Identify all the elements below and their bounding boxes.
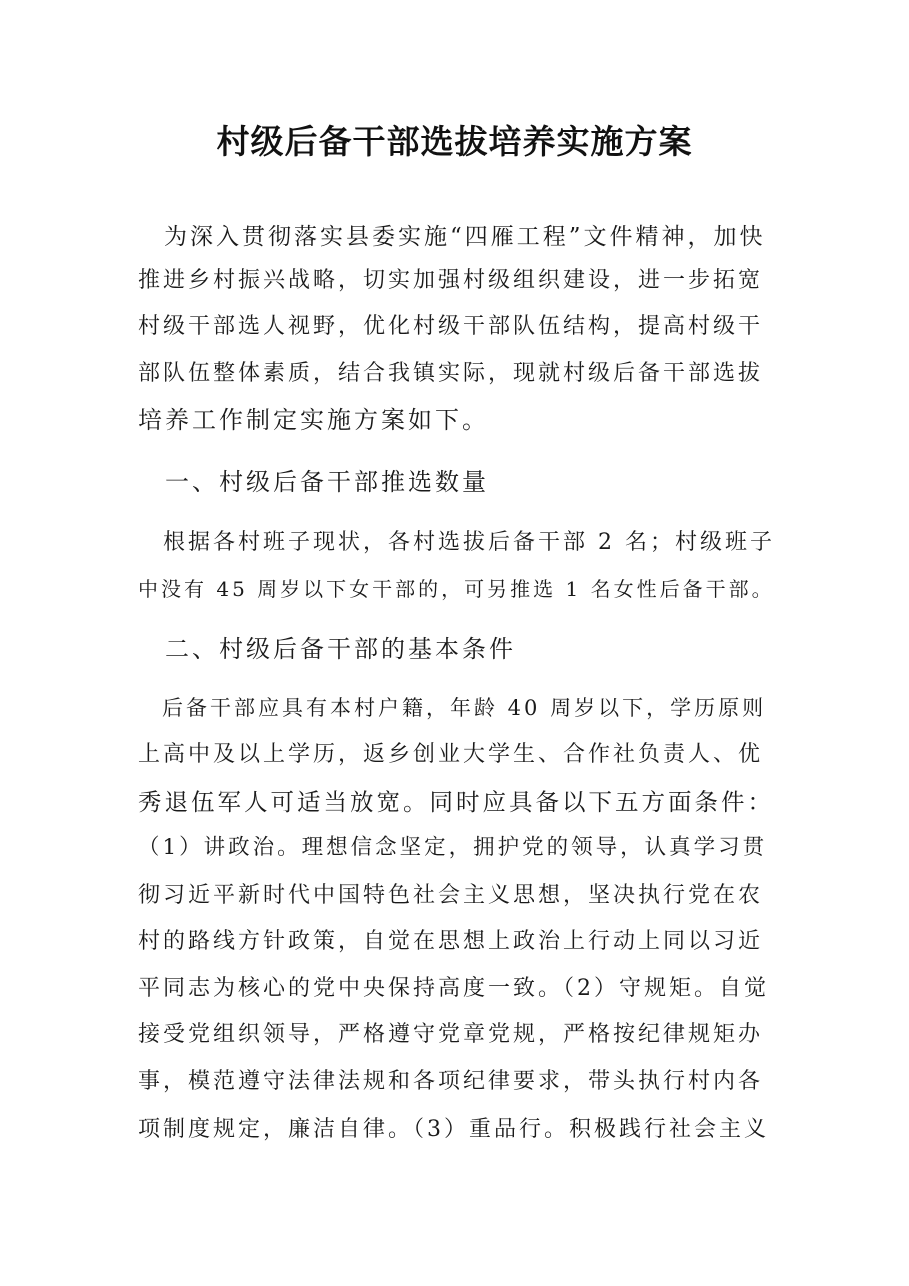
body-line: 为深入贯彻落实县委实施“四雁工程”文件精神，加快: [138, 224, 766, 250]
body-line: 平同志为核心的党中央保持高度一致。（2）守规矩。自觉: [138, 976, 769, 1001]
body-line: 中没有 45 周岁以下女干部的，可另推选 1 名女性后备干部。: [138, 577, 775, 601]
body-line: 秀退伍军人可适当放宽。同时应具备以下五方面条件：: [138, 788, 774, 816]
body-line: 培养工作制定实施方案如下。: [138, 406, 489, 434]
body-line: 事，模范遵守法律法规和各项纪律要求，带头执行村内各: [138, 1069, 764, 1094]
body-line: 村级干部选人视野，优化村级干部队伍结构，提高村级干: [138, 314, 764, 339]
body-line: 部队伍整体素质，结合我镇实际，现就村级后备干部选拔: [138, 361, 764, 386]
section-heading: 二、村级后备干部的基本条件: [138, 635, 516, 663]
body-line: 接受党组织领导，严格遵守党章党规，严格按纪律规矩办: [138, 1022, 764, 1047]
body-line: 上高中及以上学历，返乡创业大学生、合作社负责人、优: [138, 742, 764, 767]
body-line: 项制度规定，廉洁自律。（3）重品行。积极践行社会主义: [138, 1117, 769, 1142]
body-line: 推进乡村振兴战略，切实加强村级组织建设，进一步拓宽: [138, 268, 764, 293]
body-line: （1）讲政治。理想信念坚定，拥护党的领导，认真学习贯: [138, 835, 768, 860]
body-line: 后备干部应具有本村户籍，年龄 40 周岁以下，学历原则: [138, 696, 767, 720]
body-line: 彻习近平新时代中国特色社会主义思想，坚决执行党在农: [138, 883, 764, 908]
body-line: 根据各村班子现状，各村选拔后备干部 2 名；村级班子: [138, 530, 775, 555]
body-line: 村的路线方针政策，自觉在思想上政治上行动上同以习近: [138, 929, 764, 954]
document-title: 村级后备干部选拔培养实施方案: [216, 122, 693, 161]
section-heading: 一、村级后备干部推选数量: [138, 468, 489, 496]
